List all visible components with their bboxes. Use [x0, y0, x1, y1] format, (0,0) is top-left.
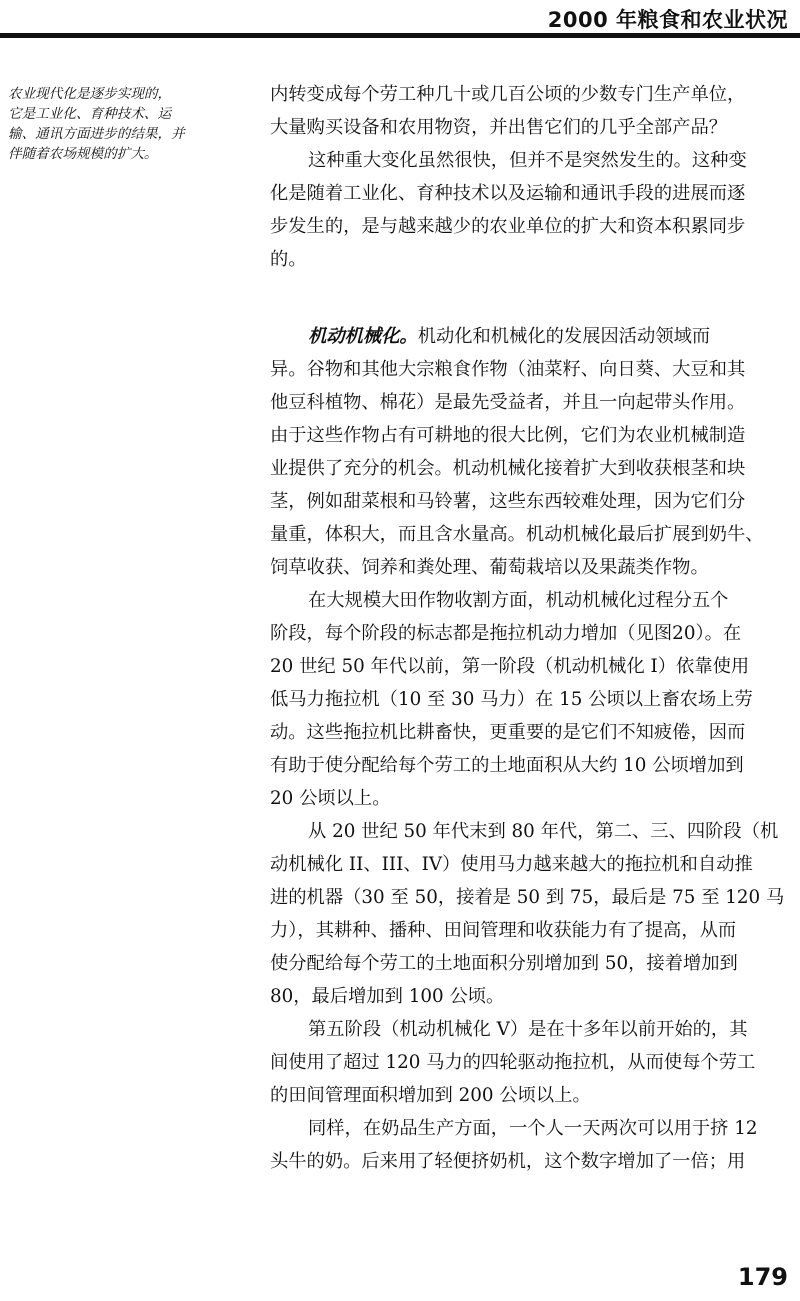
text-line: 使分配给每个劳工的土地面积分别增加到 50，接着增加到: [270, 953, 738, 974]
paragraph-3: [270, 320, 798, 584]
text-line: 间使用了超过 120 马力的四轮驱动拖拉机，从而使每个劳工: [270, 1052, 756, 1073]
text-line: 量重，体积大，而且含水量高。机动机械化最后扩展到奶牛、: [270, 524, 764, 545]
text-line: 20 公顷以上。: [270, 788, 391, 809]
text-line: 的田间管理面积增加到 200 公顷以上。: [270, 1085, 591, 1106]
text-line: 第五阶段（机动机械化 V）是在十多年以前开始的，其: [308, 1019, 748, 1040]
text-line: 异。谷物和其他大宗粮食作物（油菜籽、向日葵、大豆和其: [270, 359, 746, 380]
section-gap: [270, 276, 798, 320]
text-line: [270, 320, 798, 353]
text-line: 头牛的奶。后来用了轻便挤奶机，这个数字增加了一倍；用: [270, 1151, 746, 1172]
margin-note-line: 伴随着农场规模的扩大。: [8, 146, 158, 162]
running-header: [0, 0, 800, 40]
main-text: [270, 78, 798, 1178]
paragraph-2: [270, 144, 798, 276]
paragraph-4: [270, 584, 798, 815]
text-line: 他豆科植物、棉花）是最先受益者，并且一向起带头作用。: [270, 392, 746, 413]
margin-note-line: 它是工业化、育种技术、运: [8, 106, 172, 122]
header-rule: [0, 33, 800, 38]
text-line: 从 20 世纪 50 年代末到 80 年代，第二、三、四阶段（机: [308, 821, 779, 842]
text-line: 阶段，每个阶段的标志都是拖拉机动力增加（见图20）。在: [270, 623, 742, 644]
text-line: 的。: [270, 249, 307, 270]
paragraph-6: [270, 1013, 798, 1112]
text-line: 在大规模大田作物收割方面，机动机械化过程分五个: [308, 590, 729, 611]
text-line: 步发生的，是与越来越少的农业单位的扩大和资本积累同步: [270, 216, 746, 237]
text-line: 80，最后增加到 100 公顷。: [270, 986, 505, 1007]
paragraph-7: [270, 1112, 798, 1178]
section-heading: 机动机械化。: [308, 326, 418, 347]
text-line: 饲草收获、饲养和粪处理、葡萄栽培以及果蔬类作物。: [270, 557, 709, 578]
chapter-title: 2000 年粮食和农业状况: [547, 8, 788, 32]
text-line: 大量购买设备和农用物资，并出售它们的几乎全部产品？: [270, 117, 728, 138]
text-line: 这种重大变化虽然很快，但并不是突然发生的。这种变: [308, 150, 747, 171]
text-line: 低马力拖拉机（10 至 30 马力）在 15 公顷以上畜农场上劳: [270, 689, 753, 710]
text-run: 机动化和机械化的发展因活动领域而: [417, 326, 711, 347]
text-line: 进的机器（30 至 50，接着是 50 到 75，最后是 75 至 120 马: [270, 887, 785, 908]
text-line: 动机械化 II、III、IV）使用马力越来越大的拖拉机和自动推: [270, 854, 753, 875]
paragraph-5: [270, 815, 798, 1013]
margin-note-line: 输、通讯方面进步的结果，并: [8, 126, 185, 142]
margin-note: [8, 84, 234, 164]
text-line: 由于这些作物占有可耕地的很大比例，它们为农业机械制造: [270, 425, 746, 446]
text-line: 动。这些拖拉机比耕畜快，更重要的是它们不知疲倦，因而: [270, 722, 746, 743]
paragraph-1: [270, 78, 798, 144]
text-line: 同样，在奶品生产方面，一个人一天两次可以用于挤 12: [308, 1118, 758, 1139]
text-line: 力），其耕种、播种、田间管理和收获能力有了提高，从而: [270, 920, 737, 941]
text-line: 化是随着工业化、育种技术以及运输和通讯手段的进展而逐: [270, 183, 746, 204]
text-line: 业提供了充分的机会。机动机械化接着扩大到收获根茎和块: [270, 458, 746, 479]
text-line: 茎，例如甜菜根和马铃薯，这些东西较难处理，因为它们分: [270, 491, 746, 512]
text-line: 有助于使分配给每个劳工的土地面积从大约 10 公顷增加到: [270, 755, 744, 776]
text-line: 内转变成每个劳工种几十或几百公顷的少数专门生产单位，: [270, 84, 746, 105]
text-line: 20 世纪 50 年代以前，第一阶段（机动机械化 I）依靠使用: [270, 656, 750, 677]
margin-note-line: 农业现代化是逐步实现的，: [8, 86, 172, 102]
page-number: 179: [737, 1263, 788, 1291]
